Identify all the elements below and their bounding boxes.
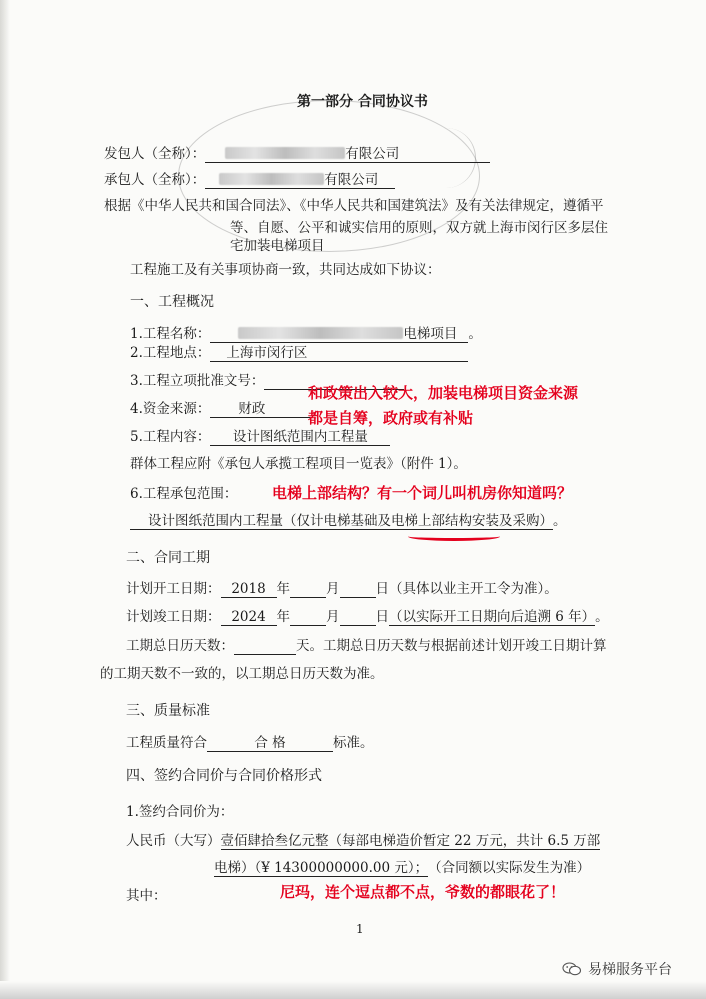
item-project-location — [130, 345, 468, 362]
item-value: 电梯项目 — [403, 326, 458, 342]
annotation-funding-line-2: 都是自筹，政府或有补贴 — [308, 409, 474, 427]
watermark-text: 易梯服务平台 — [588, 962, 672, 978]
item-project-name: 1.工程名称： 电梯项目 。 — [130, 326, 482, 342]
year-unit: 年 — [276, 581, 290, 597]
document-title: 第一部分 合同协议书 — [297, 94, 428, 110]
employer-label: 发包人（全称）： — [104, 146, 206, 162]
item-funding-source — [130, 401, 310, 418]
item-contract-scope-label: 6.工程承包范围： — [130, 486, 238, 502]
contractor-value-field — [205, 173, 395, 189]
start-year: 2018 — [221, 582, 277, 598]
item-project-content — [130, 429, 390, 446]
end-note: （以实际开工日期向后追溯 6 年） — [389, 609, 596, 625]
section-heading-contract-price: 四、签约合同价与合同价格形式 — [126, 768, 322, 784]
total-days-rest: 天。工期总日历天数与根据前述计划开竣工日期计算 — [296, 638, 607, 654]
item-value: 财政 — [210, 402, 310, 418]
year-unit: 年 — [276, 609, 290, 625]
rmb-label: 人民币（大写） — [126, 833, 221, 849]
annotation-machine-room: 电梯上部结构？有一个词儿叫机房你知道吗？ — [272, 484, 573, 502]
item-value: 设计图纸范围内工程量 — [210, 430, 390, 446]
month-unit: 月 — [326, 581, 340, 597]
month-unit: 月 — [326, 609, 340, 625]
item-label: 4.资金来源： — [130, 401, 211, 417]
section-heading-overview: 一、工程概况 — [130, 294, 214, 310]
page-number: 1 — [356, 922, 364, 936]
start-note: （具体以业主开工令为准） — [389, 581, 545, 597]
planned-completion-date: 计划竣工日期： 2024 年 月 日（以实际开工日期向后追溯 6 年）。 — [126, 609, 609, 625]
employer-value-field — [205, 147, 490, 163]
annotation-underline — [408, 532, 500, 541]
contractor-value: 有限公司 — [324, 172, 379, 188]
employer-value: 有限公司 — [345, 146, 400, 162]
redacted-block — [225, 147, 345, 159]
section-heading-schedule: 二、合同工期 — [126, 550, 210, 566]
contractor-label: 承包人（全称）： — [104, 172, 206, 188]
page-bottom-shadow — [0, 981, 706, 999]
quality-line — [126, 735, 374, 752]
section-heading-quality: 三、质量标准 — [126, 703, 210, 719]
annotation-zeros: 尼玛，连个逗点都不点，爷数的都眼花了！ — [280, 883, 566, 901]
contractor-line — [104, 172, 395, 189]
basis-line-1: 根据《中华人民共和国合同法》、《中华人民共和国建筑法》及有关法律规定，遵循平 — [104, 198, 604, 214]
rmb-value-figures: 电梯）（¥ 14300000000.00 元）； — [214, 860, 429, 876]
quality-rest: 标准。 — [333, 735, 374, 751]
watermark — [562, 959, 672, 979]
wechat-icon — [562, 962, 582, 976]
end-year: 2024 — [221, 610, 277, 626]
page-edge-shadow — [0, 0, 10, 999]
quality-label: 工程质量符合 — [126, 735, 207, 751]
group-project-note: 群体工程应附《承包人承揽工程项目一览表》（附件 1）。 — [130, 456, 467, 472]
total-days-line — [126, 638, 607, 655]
item-contract-scope: 设计图纸范围内工程量（仅计电梯基础及电梯上部结构安装及采购）。 — [130, 513, 567, 530]
redacted-block — [219, 173, 324, 185]
item-value: 上海市闵行区 — [210, 346, 468, 362]
quality-value: 合 格 — [207, 736, 333, 752]
total-days-line-2: 的工期天数不一致的，以工期总日历天数为准。 — [100, 666, 384, 682]
rmb-value: 壹佰肆拾叁亿元整（每部电梯造价暂定 22 万元，共计 6.5 万部 — [220, 833, 601, 849]
item-value: 设计图纸范围内工程量（仅计电梯基础及电梯上部结构安装及采购） — [130, 514, 553, 530]
contract-price-title: 1.签约合同价为： — [126, 804, 234, 820]
basis-line-3: 宅加装电梯项目 — [230, 238, 325, 254]
item-label: 5.工程内容： — [130, 429, 211, 445]
annotation-funding-line-1: 和政策出入较大，加装电梯项目资金来源 — [308, 384, 579, 402]
day-unit: 日 — [375, 581, 389, 597]
item-label: 2.工程地点： — [130, 345, 211, 361]
item-value-field — [210, 327, 468, 343]
redacted-block — [238, 327, 403, 339]
rmb-note: （合同额以实际发生为准） — [428, 860, 591, 876]
employer-line — [104, 146, 490, 163]
among-label: 其中： — [126, 888, 167, 904]
start-label: 计划开工日期： — [126, 581, 221, 597]
day-unit: 日 — [375, 609, 389, 625]
planned-start-date: 计划开工日期： 2018 年 月 日（具体以业主开工令为准）。 — [126, 581, 558, 597]
item-label: 3.工程立项批准文号： — [130, 373, 265, 389]
rmb-amount-line — [126, 833, 600, 850]
item-label: 1.工程名称： — [130, 326, 211, 342]
basis-line-2: 等、自愿、公平和诚实信用的原则，双方就上海市闵行区多层住 — [230, 220, 608, 236]
rmb-amount-line-2 — [214, 860, 590, 877]
total-days-label: 工期总日历天数： — [126, 638, 234, 654]
end-label: 计划竣工日期： — [126, 609, 221, 625]
basis-line-4: 工程施工及有关事项协商一致，共同达成如下协议： — [130, 262, 441, 278]
